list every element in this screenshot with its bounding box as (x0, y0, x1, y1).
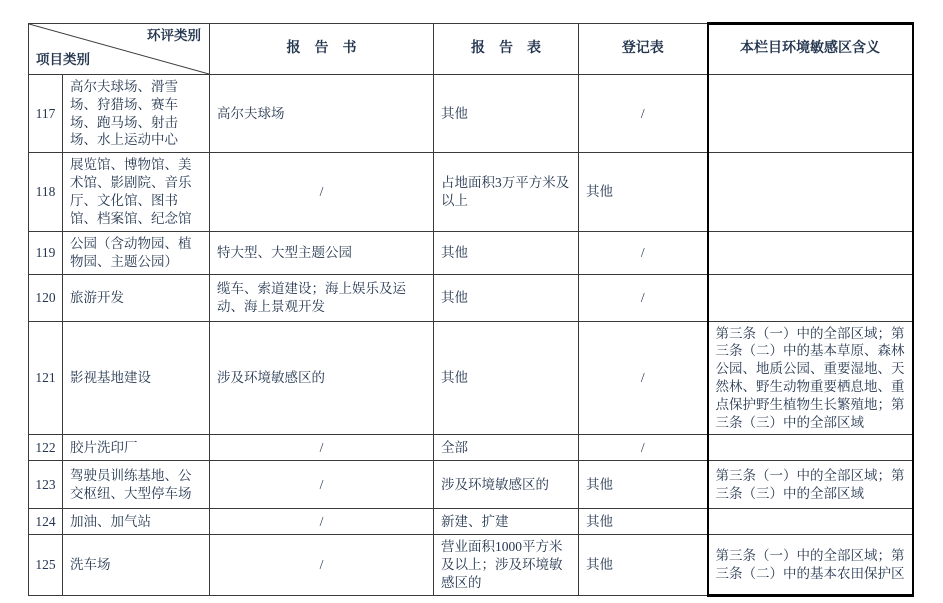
row-number-cell: 120 (29, 274, 63, 321)
report-book-cell: / (210, 461, 434, 509)
project-category-cell: 影视基地建设 (63, 321, 210, 435)
table-row (29, 321, 913, 435)
diagonal-header-cell (29, 24, 210, 75)
project-category-cell: 驾驶员训练基地、公交枢纽、大型停车场 (63, 461, 210, 509)
table-header-row (29, 24, 913, 75)
registration-form-cell: / (579, 75, 708, 153)
project-category-cell: 洗车场 (63, 535, 210, 595)
registration-form-cell: / (579, 274, 708, 321)
project-category-cell: 展览馆、博物馆、美术馆、影剧院、音乐厅、文化馆、图书馆、档案馆、纪念馆 (63, 153, 210, 231)
registration-form-cell: / (579, 435, 708, 461)
report-form-cell: 营业面积1000平方米及以上；涉及环境敏感区的 (434, 535, 579, 595)
sensitive-area-meaning-cell (708, 435, 913, 461)
header-registration-form: 登记表 (579, 24, 708, 75)
report-book-cell: / (210, 435, 434, 461)
registration-form-cell: 其他 (579, 461, 708, 509)
row-number-cell: 117 (29, 75, 63, 153)
table-row (29, 535, 913, 595)
eia-category-table (28, 22, 914, 597)
project-category-cell: 加油、加气站 (63, 509, 210, 535)
registration-form-cell: 其他 (579, 509, 708, 535)
report-book-cell: 涉及环境敏感区的 (210, 321, 434, 435)
table-row (29, 75, 913, 153)
report-book-cell: / (210, 153, 434, 231)
registration-form-cell: 其他 (579, 153, 708, 231)
report-form-cell: 其他 (434, 75, 579, 153)
header-eia-category-label: 环评类别 (147, 28, 201, 43)
header-report-form: 报 告 表 (434, 24, 579, 75)
row-number-cell: 119 (29, 231, 63, 274)
report-form-cell: 其他 (434, 231, 579, 274)
project-category-cell: 胶片洗印厂 (63, 435, 210, 461)
sensitive-area-meaning-cell (708, 274, 913, 321)
sensitive-area-meaning-cell (708, 153, 913, 231)
report-form-cell: 其他 (434, 274, 579, 321)
registration-form-cell: / (579, 231, 708, 274)
header-project-category-label: 项目类别 (36, 52, 90, 68)
header-report-book: 报 告 书 (210, 24, 434, 75)
table-row (29, 153, 913, 231)
row-number-cell: 124 (29, 509, 63, 535)
row-number-cell: 123 (29, 461, 63, 509)
sensitive-area-meaning-cell (708, 509, 913, 535)
table-row (29, 509, 913, 535)
registration-form-cell: / (579, 321, 708, 435)
report-form-cell: 新建、扩建 (434, 509, 579, 535)
table-row (29, 274, 913, 321)
report-book-cell: 缆车、索道建设；海上娱乐及运动、海上景观开发 (210, 274, 434, 321)
sensitive-area-meaning-cell (708, 231, 913, 274)
registration-form-cell: 其他 (579, 535, 708, 595)
table-body (29, 75, 913, 596)
report-form-cell: 占地面积3万平方米及以上 (434, 153, 579, 231)
project-category-cell: 公园（含动物园、植物园、主题公园） (63, 231, 210, 274)
report-book-cell: 特大型、大型主题公园 (210, 231, 434, 274)
header-sensitive-area-meaning: 本栏目环境敏感区含义 (708, 24, 913, 75)
sensitive-area-meaning-cell (708, 75, 913, 153)
sensitive-area-meaning-cell: 第三条（一）中的全部区域；第三条（二）中的基本农田保护区 (708, 535, 913, 595)
row-number-cell: 125 (29, 535, 63, 595)
report-book-cell: 高尔夫球场 (210, 75, 434, 153)
project-category-cell: 高尔夫球场、滑雪场、狩猎场、赛车场、跑马场、射击场、水上运动中心 (63, 75, 210, 153)
row-number-cell: 118 (29, 153, 63, 231)
report-book-cell: / (210, 509, 434, 535)
row-number-cell: 121 (29, 321, 63, 435)
row-number-cell: 122 (29, 435, 63, 461)
report-form-cell: 涉及环境敏感区的 (434, 461, 579, 509)
table-row (29, 435, 913, 461)
table-row (29, 231, 913, 274)
project-category-cell: 旅游开发 (63, 274, 210, 321)
table-row (29, 461, 913, 509)
sensitive-area-meaning-cell: 第三条（一）中的全部区域；第三条（二）中的基本草原、森林公园、地质公园、重要湿地、天然林、野生动物重要栖息地、重点保护野生植物生长繁殖地；第三条（三）中的全部区域 (708, 321, 913, 435)
report-form-cell: 其他 (434, 321, 579, 435)
sensitive-area-meaning-cell: 第三条（一）中的全部区域；第三条（三）中的全部区域 (708, 461, 913, 509)
report-book-cell: / (210, 535, 434, 595)
report-form-cell: 全部 (434, 435, 579, 461)
